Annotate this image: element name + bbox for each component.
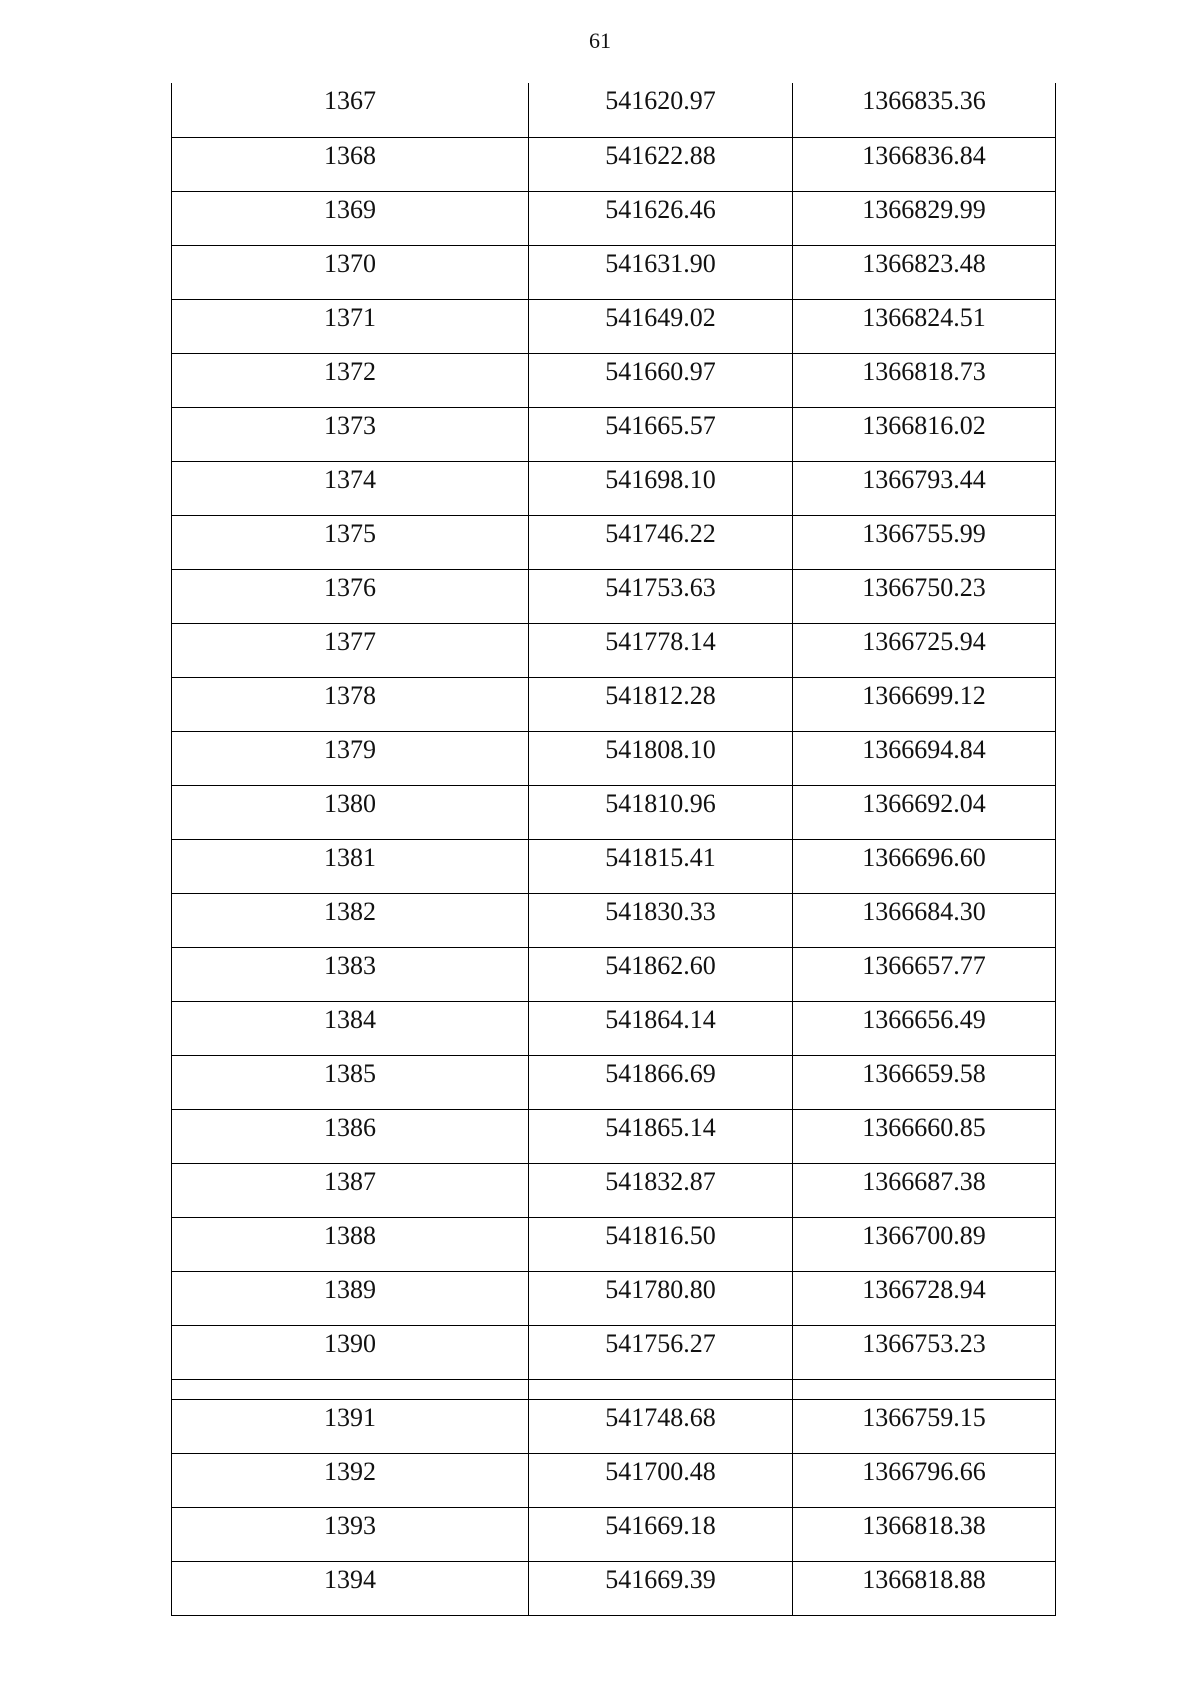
x-coordinate-cell: 541810.96 [529,785,793,839]
y-coordinate-cell: 1366728.94 [793,1271,1056,1325]
point-number-cell: 1385 [172,1055,529,1109]
point-number-cell: 1378 [172,677,529,731]
table-row [172,191,1056,245]
table-row [172,569,1056,623]
table-row [172,461,1056,515]
empty-cell [529,1379,793,1399]
point-number-cell: 1390 [172,1325,529,1379]
y-coordinate-cell: 1366657.77 [793,947,1056,1001]
y-coordinate-cell: 1366759.15 [793,1399,1056,1453]
x-coordinate-cell: 541808.10 [529,731,793,785]
point-number-cell: 1379 [172,731,529,785]
point-number-cell: 1387 [172,1163,529,1217]
table-row [172,623,1056,677]
point-number-cell: 1375 [172,515,529,569]
y-coordinate-cell: 1366684.30 [793,893,1056,947]
y-coordinate-cell: 1366694.84 [793,731,1056,785]
table-row [172,407,1056,461]
y-coordinate-cell: 1366753.23 [793,1325,1056,1379]
point-number-cell: 1384 [172,1001,529,1055]
point-number-cell: 1383 [172,947,529,1001]
x-coordinate-cell: 541756.27 [529,1325,793,1379]
x-coordinate-cell: 541830.33 [529,893,793,947]
point-number-cell: 1373 [172,407,529,461]
x-coordinate-cell: 541700.48 [529,1453,793,1507]
table-row [172,1055,1056,1109]
y-coordinate-cell: 1366696.60 [793,839,1056,893]
point-number-cell: 1377 [172,623,529,677]
point-number-cell: 1388 [172,1217,529,1271]
point-number-cell: 1372 [172,353,529,407]
x-coordinate-cell: 541753.63 [529,569,793,623]
x-coordinate-cell: 541866.69 [529,1055,793,1109]
table-row [172,677,1056,731]
table-row [172,299,1056,353]
table-gap-row [172,1379,1056,1399]
empty-cell [172,1379,529,1399]
y-coordinate-cell: 1366829.99 [793,191,1056,245]
table-row [172,1507,1056,1561]
y-coordinate-cell: 1366660.85 [793,1109,1056,1163]
y-coordinate-cell: 1366796.66 [793,1453,1056,1507]
x-coordinate-cell: 541669.18 [529,1507,793,1561]
x-coordinate-cell: 541665.57 [529,407,793,461]
table-row [172,83,1056,137]
x-coordinate-cell: 541746.22 [529,515,793,569]
point-number-cell: 1386 [172,1109,529,1163]
x-coordinate-cell: 541631.90 [529,245,793,299]
table-row [172,1399,1056,1453]
x-coordinate-cell: 541778.14 [529,623,793,677]
table-row [172,1561,1056,1615]
x-coordinate-cell: 541864.14 [529,1001,793,1055]
table-row [172,947,1056,1001]
table-body [172,83,1056,1615]
point-number-cell: 1369 [172,191,529,245]
table-row [172,137,1056,191]
point-number-cell: 1391 [172,1399,529,1453]
y-coordinate-cell: 1366699.12 [793,677,1056,731]
table-row [172,245,1056,299]
point-number-cell: 1380 [172,785,529,839]
coordinates-table [171,83,1056,1616]
y-coordinate-cell: 1366818.88 [793,1561,1056,1615]
table-row [172,1271,1056,1325]
table-row [172,1217,1056,1271]
x-coordinate-cell: 541626.46 [529,191,793,245]
y-coordinate-cell: 1366755.99 [793,515,1056,569]
point-number-cell: 1381 [172,839,529,893]
x-coordinate-cell: 541698.10 [529,461,793,515]
empty-cell [793,1379,1056,1399]
x-coordinate-cell: 541649.02 [529,299,793,353]
point-number-cell: 1376 [172,569,529,623]
table-row [172,731,1056,785]
y-coordinate-cell: 1366656.49 [793,1001,1056,1055]
point-number-cell: 1394 [172,1561,529,1615]
x-coordinate-cell: 541780.80 [529,1271,793,1325]
y-coordinate-cell: 1366818.73 [793,353,1056,407]
y-coordinate-cell: 1366692.04 [793,785,1056,839]
point-number-cell: 1368 [172,137,529,191]
table-row [172,1163,1056,1217]
x-coordinate-cell: 541816.50 [529,1217,793,1271]
point-number-cell: 1367 [172,83,529,137]
table-row [172,515,1056,569]
y-coordinate-cell: 1366836.84 [793,137,1056,191]
x-coordinate-cell: 541669.39 [529,1561,793,1615]
y-coordinate-cell: 1366835.36 [793,83,1056,137]
y-coordinate-cell: 1366700.89 [793,1217,1056,1271]
point-number-cell: 1392 [172,1453,529,1507]
x-coordinate-cell: 541620.97 [529,83,793,137]
x-coordinate-cell: 541865.14 [529,1109,793,1163]
page-number: 61 [589,28,611,53]
table-row [172,1453,1056,1507]
table-row [172,893,1056,947]
x-coordinate-cell: 541812.28 [529,677,793,731]
table-row [172,1109,1056,1163]
point-number-cell: 1370 [172,245,529,299]
x-coordinate-cell: 541748.68 [529,1399,793,1453]
point-number-cell: 1389 [172,1271,529,1325]
y-coordinate-cell: 1366816.02 [793,407,1056,461]
table-row [172,785,1056,839]
x-coordinate-cell: 541622.88 [529,137,793,191]
x-coordinate-cell: 541660.97 [529,353,793,407]
point-number-cell: 1371 [172,299,529,353]
point-number-cell: 1374 [172,461,529,515]
point-number-cell: 1393 [172,1507,529,1561]
y-coordinate-cell: 1366750.23 [793,569,1056,623]
y-coordinate-cell: 1366823.48 [793,245,1056,299]
y-coordinate-cell: 1366818.38 [793,1507,1056,1561]
y-coordinate-cell: 1366824.51 [793,299,1056,353]
y-coordinate-cell: 1366659.58 [793,1055,1056,1109]
x-coordinate-cell: 541815.41 [529,839,793,893]
y-coordinate-cell: 1366793.44 [793,461,1056,515]
x-coordinate-cell: 541862.60 [529,947,793,1001]
y-coordinate-cell: 1366687.38 [793,1163,1056,1217]
y-coordinate-cell: 1366725.94 [793,623,1056,677]
point-number-cell: 1382 [172,893,529,947]
table-row [172,839,1056,893]
table-row [172,1001,1056,1055]
x-coordinate-cell: 541832.87 [529,1163,793,1217]
table-row [172,353,1056,407]
table-row [172,1325,1056,1379]
